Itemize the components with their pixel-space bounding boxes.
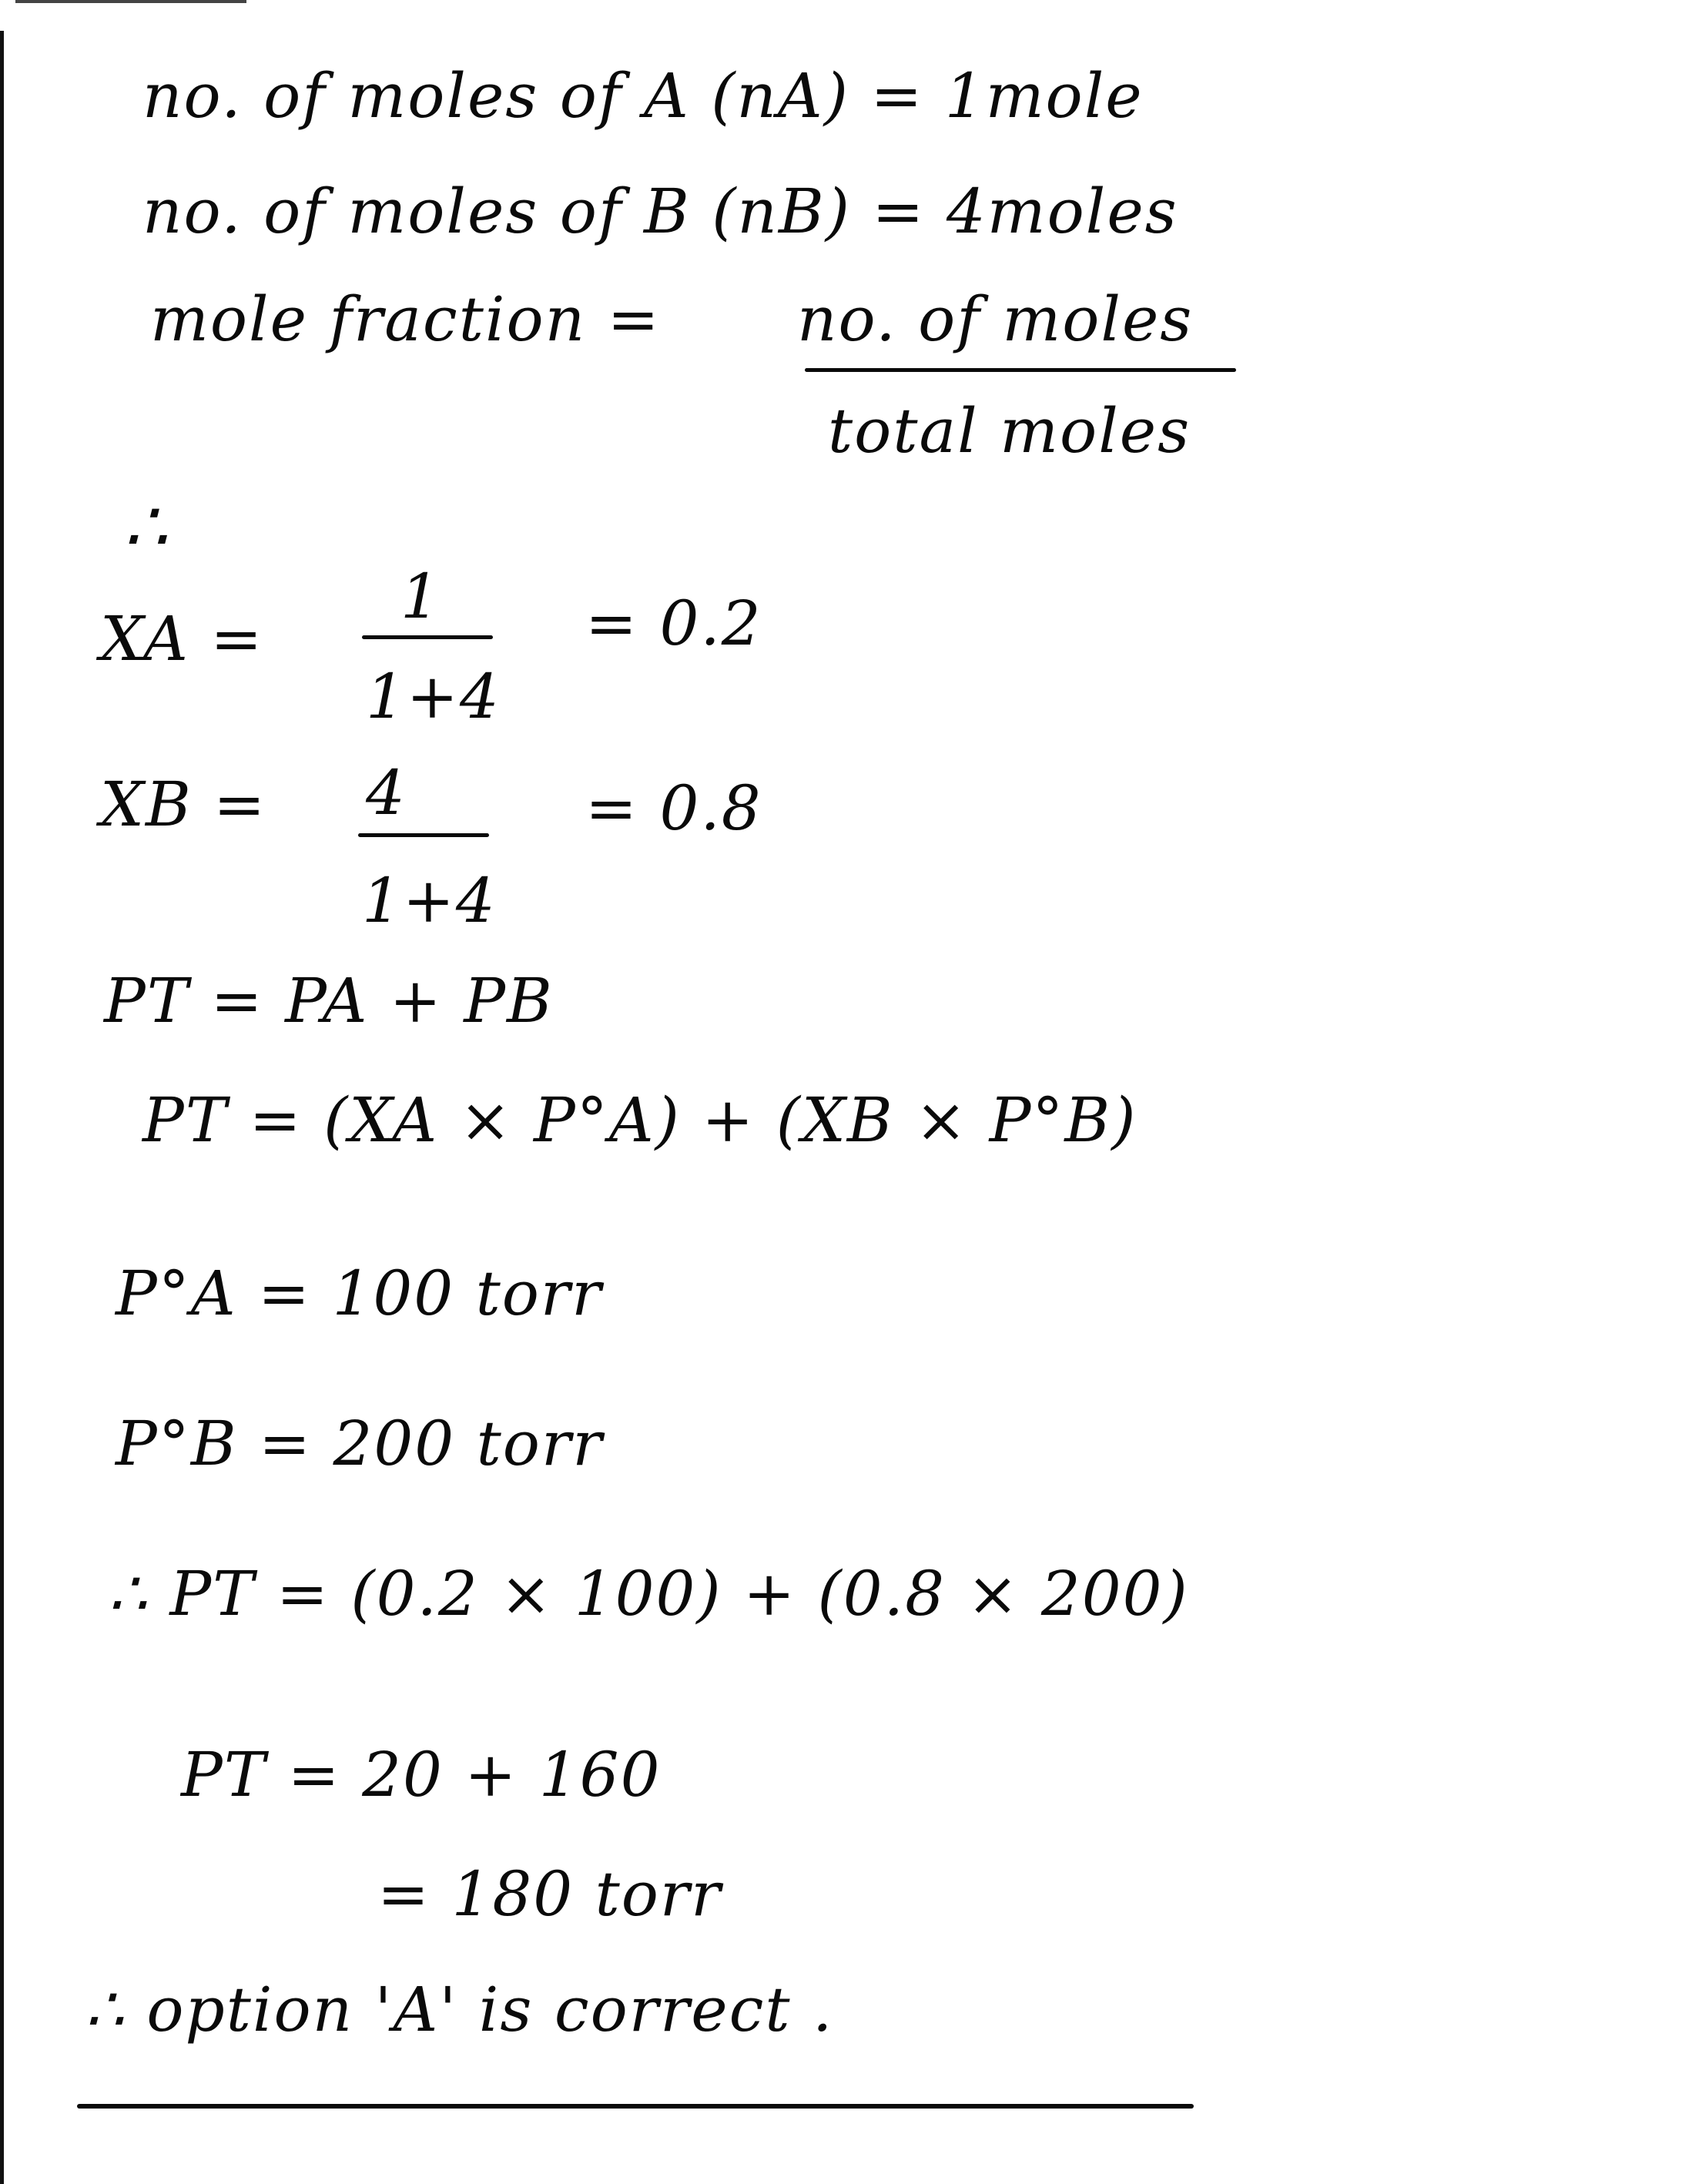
mole-fraction-denominator: total moles	[828, 395, 1191, 467]
moles-of-a-line: no. of moles of A (nA) = 1mole	[142, 60, 1144, 132]
total-pressure-addition: PT = 20 + 160	[181, 1739, 662, 1811]
xa-denominator: 1+4	[366, 661, 501, 732]
xb-result: = 0.8	[585, 772, 762, 844]
conclusion-text: ∴ option 'A' is correct .	[85, 1974, 834, 2045]
bottom-underline	[77, 2104, 1194, 2109]
top-edge-mark	[15, 0, 246, 3]
mole-fraction-numerator: no. of moles	[797, 283, 1194, 355]
total-pressure-sum: PT = PA + PB	[104, 965, 554, 1037]
xa-fraction-bar	[362, 635, 493, 639]
xa-numerator: 1	[400, 561, 441, 632]
xb-denominator: 1+4	[362, 865, 497, 936]
xa-label: XA =	[100, 603, 264, 675]
xb-fraction-bar	[358, 833, 489, 837]
moles-of-b-line: no. of moles of B (nB) = 4moles	[142, 176, 1178, 247]
xb-numerator: 4	[366, 757, 407, 829]
page-left-edge	[0, 31, 4, 2184]
total-pressure-substitution: ∴ PT = (0.2 × 100) + (0.8 × 200)	[108, 1558, 1189, 1630]
xb-label: XB =	[100, 769, 267, 840]
mole-fraction-label: mole fraction =	[150, 283, 661, 355]
xa-result: = 0.2	[585, 588, 762, 659]
pa-zero-value: P°A = 100 torr	[116, 1258, 603, 1329]
total-pressure-formula: PT = (XA × P°A) + (XB × P°B)	[142, 1084, 1138, 1156]
total-pressure-result: = 180 torr	[377, 1858, 722, 1930]
therefore-symbol: ∴	[123, 487, 169, 568]
pb-zero-value: P°B = 200 torr	[116, 1408, 604, 1479]
mole-fraction-bar	[805, 368, 1236, 372]
